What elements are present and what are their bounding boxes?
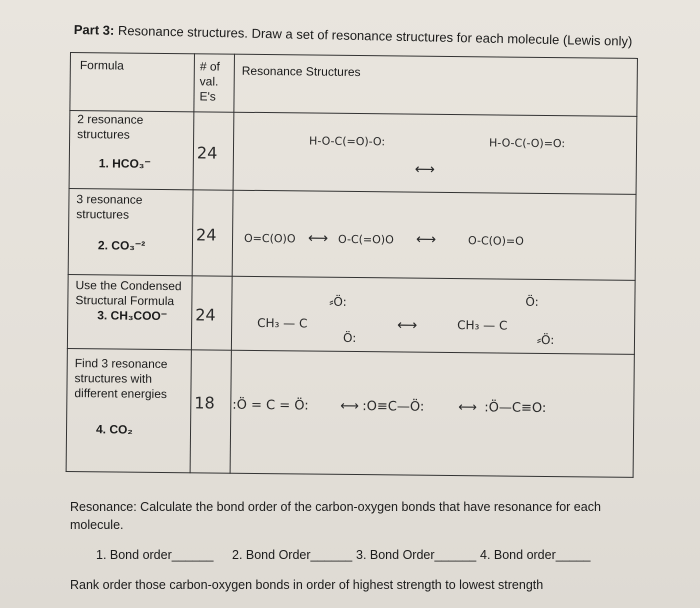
row3-s2-oxygen-bottom: ⸗Ö:: [536, 332, 555, 348]
row3-val: 24: [195, 305, 216, 325]
bond-order-3[interactable]: 3. Bond Order______: [356, 548, 477, 562]
row1-resonance-arrow: ⟷: [414, 161, 435, 178]
row1-structure-1: H-O-C(=O)-O:: [309, 134, 386, 149]
row3-resonance-arrow: ⟷: [397, 317, 418, 334]
row1-val: 24: [196, 143, 218, 163]
resonance-table: [66, 52, 638, 478]
header-formula: Formula: [79, 58, 124, 73]
bond-order-4[interactable]: 4. Bond order_____: [480, 548, 591, 562]
row4-formula: 4. CO₂: [95, 422, 133, 437]
row1-note: 2 resonance structures: [77, 112, 144, 142]
row3-structure-2: CH₃ — C: [457, 318, 508, 333]
table-border-left: [66, 52, 71, 472]
bond-order-2[interactable]: 2. Bond Order______: [232, 548, 353, 562]
row2-arrow-2: ⟷: [415, 231, 437, 248]
row3-s1-oxygen-bottom: Ö:: [342, 330, 357, 346]
table-border-right: [633, 58, 638, 478]
row1-structure-2: H-O-C(-O)=O:: [489, 136, 566, 151]
row1-formula: 1. HCO₃⁻: [98, 156, 151, 171]
row3-s1-oxygen-top: ⸗Ö:: [329, 294, 347, 309]
row3-structure-1: CH₃ — C: [257, 315, 308, 331]
title-text: Resonance structures. Draw a set of resonance structures for each molecule (Lewis only): [114, 22, 633, 49]
row4-structure-2: :O≡C—Ö:: [362, 399, 425, 415]
header-val-electrons: # of val. E's: [199, 59, 220, 104]
row4-val: 18: [194, 393, 215, 413]
row-divider-3: [67, 348, 635, 355]
row2-formula: 2. CO₃⁻²: [97, 238, 146, 253]
row4-structure-3: :Ö—C≡O:: [484, 400, 547, 417]
row3-note: Use the Condensed Structural Formula: [75, 278, 182, 309]
bond-order-1[interactable]: 1. Bond order______: [96, 548, 214, 562]
row2-structure-3: O-C(O)=O: [467, 234, 524, 248]
part3-title: [74, 22, 633, 49]
row4-note: Find 3 resonance structures with different energies: [74, 356, 168, 402]
table-border-top: [70, 52, 638, 59]
row4-arrow-1: ⟷: [340, 398, 360, 415]
row2-structure-2: O-C(=O)O: [337, 232, 394, 247]
row2-arrow-1: ⟷: [307, 230, 329, 247]
row3-s2-oxygen-top: Ö:: [525, 294, 539, 309]
row3-formula: 3. CH₃COO⁻: [97, 308, 168, 324]
row2-note: 3 resonance structures: [76, 192, 143, 222]
resonance-instructions: Resonance: Calculate the bond order of the carbon-oxygen bonds that have resonance for each molecule.: [70, 500, 601, 532]
row4-structure-1: :Ö = C = Ö:: [232, 397, 309, 414]
row4-arrow-2: ⟷: [458, 400, 478, 416]
row2-structure-1: O=C(O)O: [243, 231, 296, 246]
part-label: Part 3:: [73, 22, 115, 38]
rank-instructions: Rank order those carbon-oxygen bonds in order of highest strength to lowest strength: [70, 578, 544, 592]
table-border-bottom: [66, 471, 634, 478]
row2-val: 24: [195, 225, 217, 245]
header-resonance: Resonance Structures: [241, 63, 361, 80]
